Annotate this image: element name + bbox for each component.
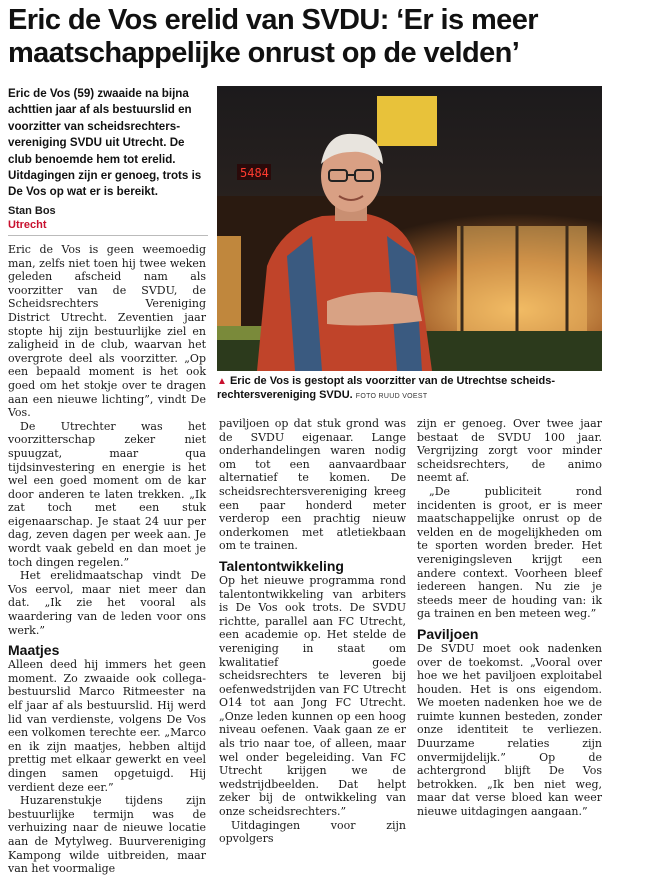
scoreboard-display: 5484 bbox=[240, 166, 269, 180]
subheading-paviljoen: Paviljoen bbox=[417, 625, 479, 642]
headline: Eric de Vos erelid van SVDU: ‘Er is meer maatschappelijke onrust op de velden’ bbox=[8, 4, 538, 69]
photo-illustration bbox=[217, 86, 602, 371]
paragraph: De Utrechter was het voorzitterschap zeker niet spuugzat, maar qua tijdsinvestering en energie is het wel een goed moment om de kar door anderen te laten trekken. „Ik zat toch met een stuk eigenaarschap. Je staat 24 uur per dag, zeven dagen per week aan. Je wordt vaak gebeld en dan moet je toch dingen regelen.” bbox=[8, 419, 206, 569]
photo-credit: FOTO RUUD VOEST bbox=[355, 392, 428, 400]
article-column-2 bbox=[219, 417, 406, 846]
paragraph: De SVDU moet ook nadenken over de toekomst. „Vooral over hoe we het paviljoen exploitabel houden. Het is ons eigendom. We moeten nadenken hoe we de ruimte kunnen besteden, zonder onze identiteit te verliezen. Duurzame relaties zijn onvermijdelijk.” Op de achtergrond blijft De Vos betrokken. „Ik ben niet weg, maar dat verse bloed kan weer nieuwe uitdagingen aangaan.” bbox=[417, 641, 602, 819]
article-column-1 bbox=[8, 243, 206, 876]
paragraph: „De publiciteit rond incidenten is groot, er is meer maatschappelijke onrust op de velden en de mogelijkheden om te sporten worden breder. Het verenigingsleven krijgt een andere context. Voorheen bleef iedereen hangen. Nu zie je steeds meer de houding van: ik ga trainen en ben meteen weg.” bbox=[417, 484, 602, 621]
byline-place: Utrecht bbox=[8, 219, 47, 231]
paragraph: paviljoen op dat stuk grond was de SVDU eigenaar. Lange onderhandelingen waren nodig om tot een aanvaardbaar alternatief te komen. De scheidsrechtersvereniging kreeg een paar honderd meter verderop een prachtig nieuw onderkomen met atletiekbaan om te trainen. bbox=[219, 417, 406, 553]
article-photo bbox=[217, 86, 602, 371]
intro-lead: Eric de Vos (59) zwaaide na bijna achttien jaar af als bestuurslid en voorzitter van scheidsrechtersvereniging SVDU uit Utrecht. De club benoemde hem tot erelid. Uitdagingen zijn er genoeg, trots is De Vos op wat er is bereikt. bbox=[8, 87, 202, 199]
article-column-3 bbox=[417, 417, 602, 819]
paragraph: zijn er genoeg. Over twee jaar bestaat de SVDU 100 jaar. Vergrijzing zorgt voor minder scheidsrechters, de animo neemt af. bbox=[417, 417, 602, 485]
byline-author: Stan Bos bbox=[8, 205, 56, 217]
photo-caption bbox=[217, 375, 602, 403]
paragraph: Het erelidmaatschap vindt De Vos eervol, maar niet meer dan dat. „Ik zie het vooral als waardering van de leden voor ons werk.” bbox=[8, 569, 206, 637]
subheading-maatjes: Maatjes bbox=[8, 642, 60, 659]
subheading-talentontwikkeling: Talentontwikkeling bbox=[219, 557, 344, 574]
caption-marker-icon: ▲ bbox=[217, 376, 227, 387]
paragraph: Uitdagingen voor zijn opvolgers bbox=[219, 818, 406, 846]
paragraph: Huzarenstukje tijdens zijn bestuurlijke termijn was de verhuizing naar de nieuwe locatie aan de Mytylweg. Buurvereniging Kampong wilde uitbreiden, maar van het voormalige bbox=[8, 794, 206, 876]
paragraph: Eric de Vos is geen weemoedig man, zelfs niet toen hij twee weken geleden afscheid nam als voorzitter van de SVDU, de Scheidsrechters Vereniging District Utrecht. Zeventien jaar stopte hij zijn bestuurlijke ziel en zaligheid in de club, waarvan het overgrote deel als voorzitter. „Op een bepaald moment is het ook goed om het stokje over te dragen aan een nieuwe lichting”, vindt De Vos. bbox=[8, 243, 206, 420]
byline bbox=[8, 204, 208, 236]
paragraph: Op het nieuwe programma rond talentontwikkeling van arbiters is De Vos ook trots. De SVDU richtte, parallel aan FC Utrecht, een academie op. Het stelde de vereniging in staat om kwalitatief goede scheidsrechters te leveren bij oefenwedstrijden van FC Utrecht O14 tot aan Jong FC Utrecht. „Onze leden kunnen op een hoog niveau oefenen. Vaak gaan ze er als trio naar toe, of alleen, maar wel onder begeleiding. Van FC Utrecht krijgen we de wedstrijdbeelden. Dat helpt zeker bij de ontwikkeling van onze scheidsrechters.” bbox=[219, 573, 406, 819]
caption-text: Eric de Vos is gestopt als voorzitter van de Utrechtse scheidsrechtersvereniging SVDU. bbox=[217, 375, 555, 401]
paragraph: Alleen deed hij immers het geen moment. Zo zwaaide ook collega-bestuurslid Marco Ritmeester na elf jaar af als bestuurslid. Hij werd lid van verdienste, volgens De Vos een volkomen terechte eer. „Marco en ik zijn maatjes, hebben altijd prettig met elkaar gewerkt en veel dingen samen opgetuigd. Hij verdient deze eer.” bbox=[8, 658, 206, 794]
sign-panel bbox=[377, 96, 437, 146]
